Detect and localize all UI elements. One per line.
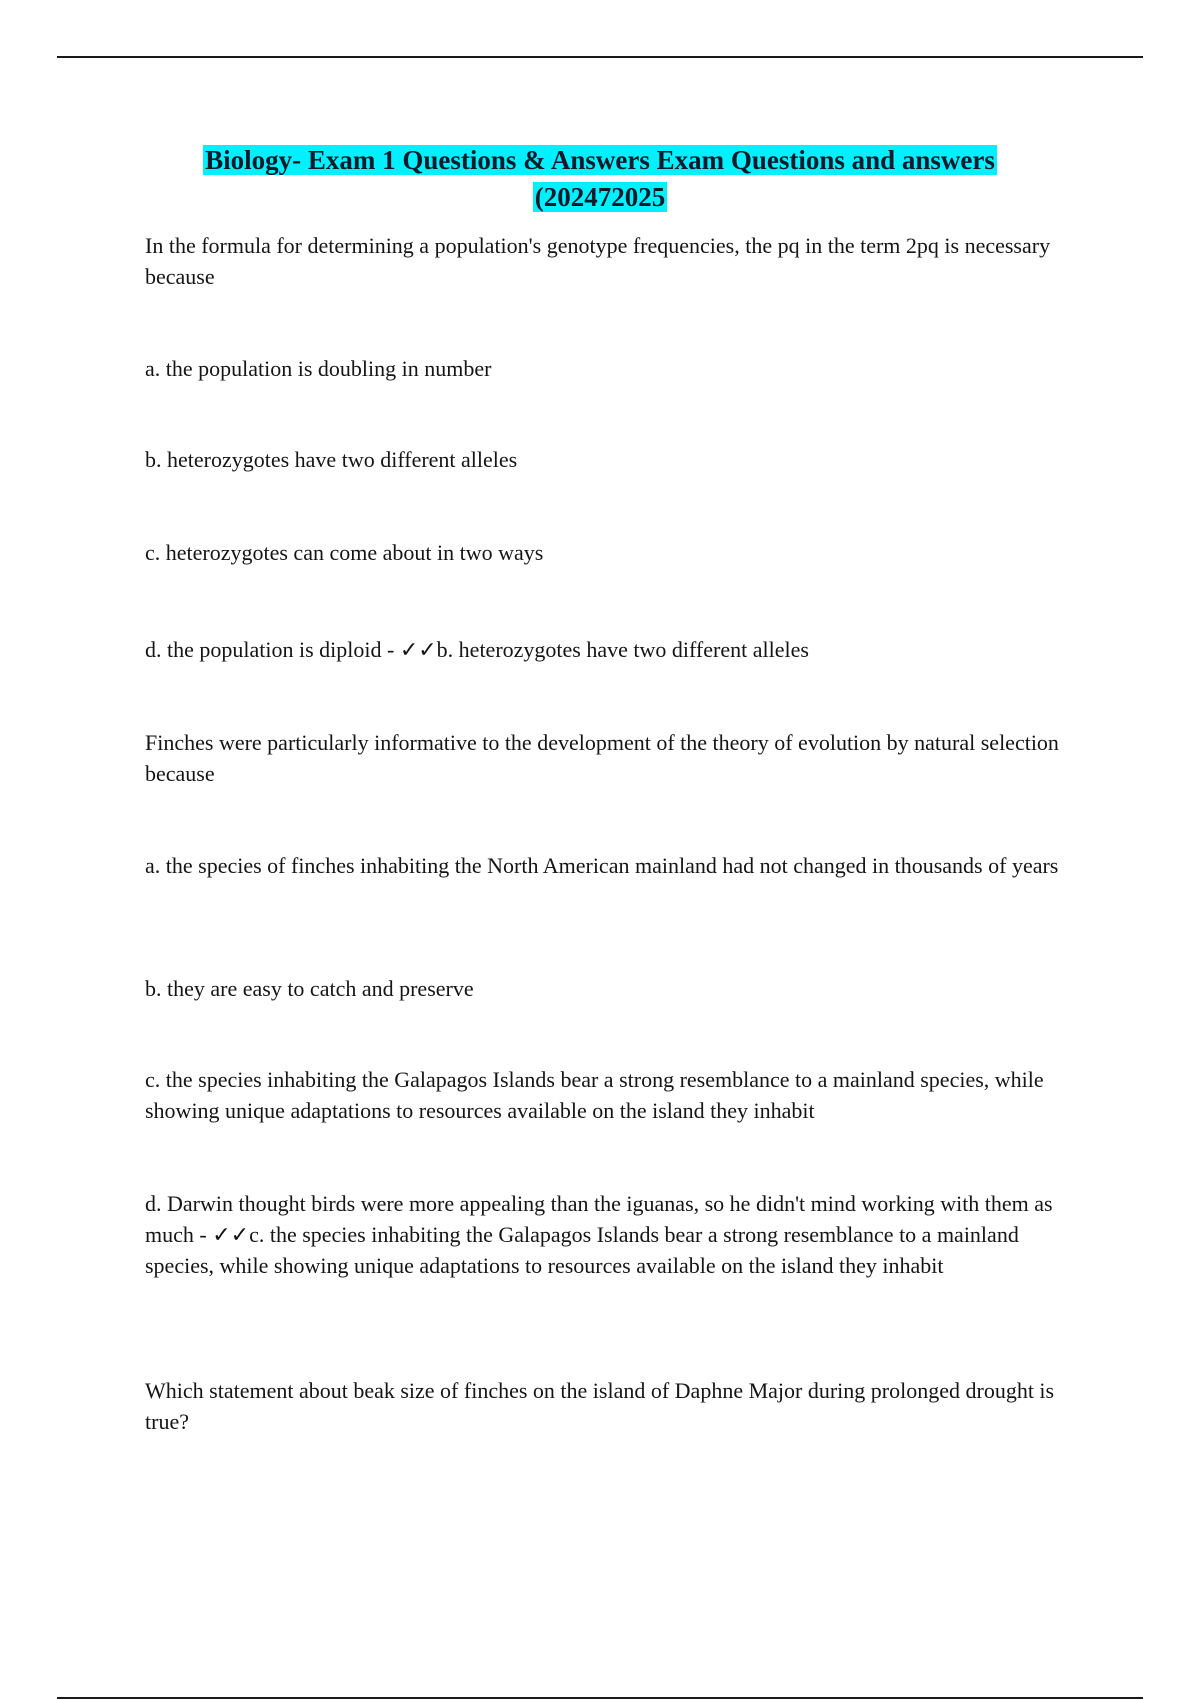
q2-option-d-answer: d. Darwin thought birds were more appealing than the iguanas, so he didn't mind working with them as much - ✓✓c. the species inhabiting the Galapagos Islands bear a strong resemblance to a mainland species, while showing unique adaptations to resources available on the island they inhabit: [145, 1191, 1053, 1278]
q1-option-d-answer: d. the population is diploid - ✓✓b. heterozygotes have two different alleles: [145, 637, 809, 662]
q1-option-b: b. heterozygotes have two different alleles: [145, 447, 518, 472]
title-line-2: (202472025: [534, 182, 666, 212]
q2-option-c: c. the species inhabiting the Galapagos Islands bear a strong resemblance to a mainland species, while showing unique adaptations to resources available on the island they inhabit: [145, 1067, 1044, 1123]
q2-option-a: a. the species of finches inhabiting the North American mainland had not changed in thousands of years: [145, 853, 1059, 878]
q1-option-a: a. the population is doubling in number: [145, 356, 492, 381]
q2-option-b: b. they are easy to catch and preserve: [145, 976, 474, 1001]
q1-option-c: c. heterozygotes can come about in two ways: [145, 540, 544, 565]
top-rule: [57, 56, 1143, 58]
title-line-1: Biology- Exam 1 Questions & Answers Exam Questions and answers: [205, 145, 995, 175]
q2-question: Finches were particularly informative to the development of the theory of evolution by natural selection because: [145, 730, 1059, 786]
q3-question: Which statement about beak size of finches on the island of Daphne Major during prolonged drought is true?: [145, 1378, 1055, 1434]
document-title: [145, 142, 1055, 216]
bottom-rule: [57, 1697, 1143, 1699]
q1-question: In the formula for determining a population's genotype frequencies, the pq in the term 2pq is necessary because: [145, 233, 1051, 289]
